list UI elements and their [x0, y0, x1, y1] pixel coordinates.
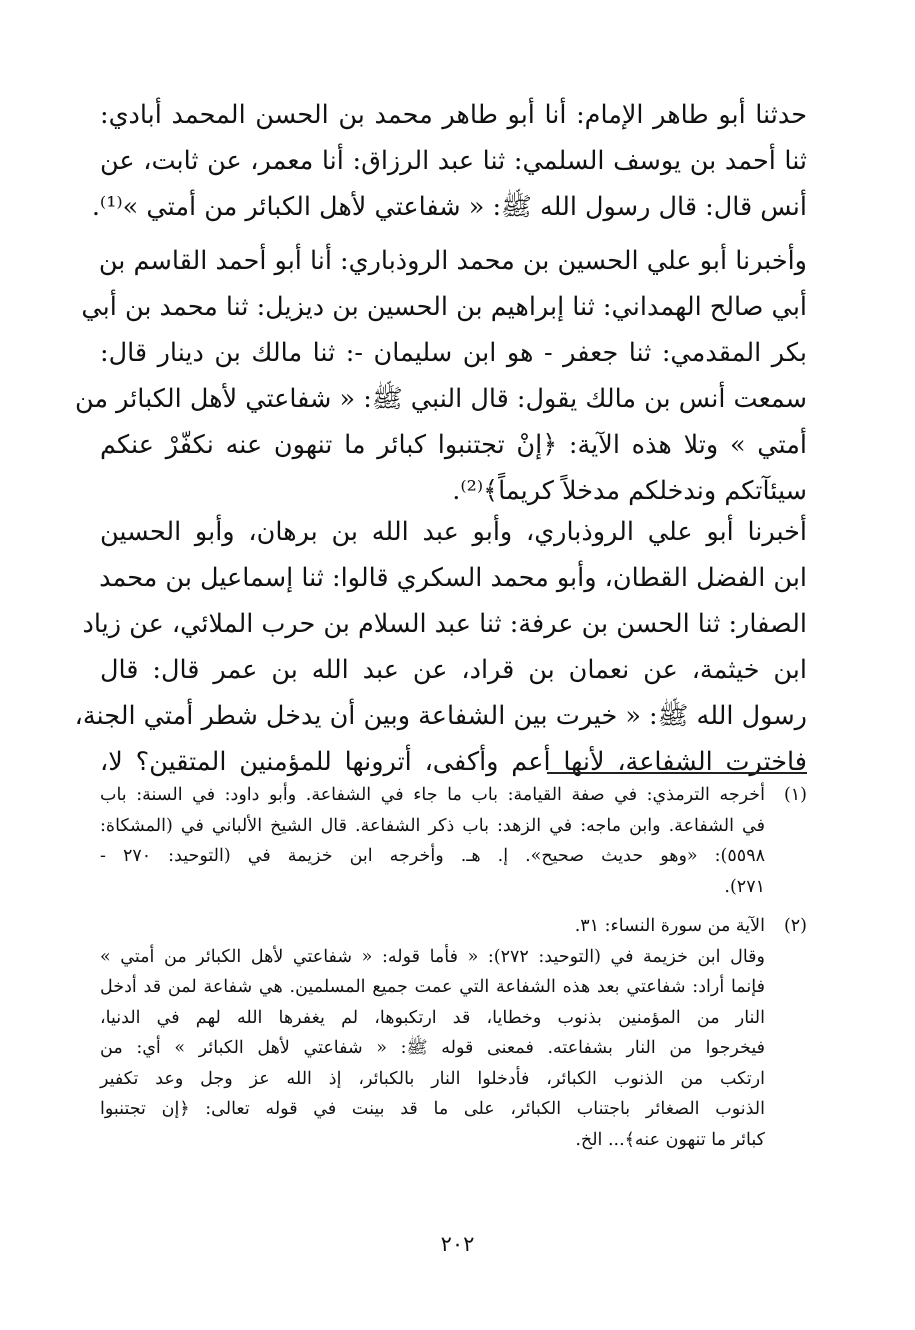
text-line: ثنا أحمد بن يوسف السلمي: ثنا عبد الرزاق: أنا معمر، عن ثابت، عن	[100, 146, 807, 176]
text-line: الصفار: ثنا الحسن بن عرفة: ثنا عبد السلام بن حرب الملائي، عن زياد	[82, 609, 807, 639]
text-line: فاخترت الشفاعة، لأنها أعم وأكفى، أترونها للمؤمنين المتقين؟ لا،	[100, 747, 807, 777]
footnote-line: الآية من سورة النساء: ٣١.	[574, 916, 765, 936]
text-line: حدثنا أبو طاهر الإمام: أنا أبو طاهر محمد بن الحسن المحمد أبادي:	[100, 100, 807, 130]
footnote-body	[100, 911, 765, 1155]
footnote-1	[100, 780, 807, 902]
text-line: بكر المقدمي: ثنا جعفر - هو ابن سليمان -: ثنا مالك بن دينار قال:	[100, 338, 807, 368]
text-line: ابن الفضل القطان، وأبو محمد السكري قالوا: ثنا إسماعيل بن محمد	[99, 563, 807, 593]
footnote-line: ٢٧١).	[724, 876, 765, 897]
footnote-line: كبائر ما تنهون عنه﴾... الخ.	[575, 1129, 765, 1150]
footnote-line: ٥٥٩٨): «وهو حديث صحيح». إ. هـ. وأخرجه ابن خزيمة في (التوحيد: ٢٧٠ -	[100, 846, 765, 866]
footnote-line: النار من المؤمنين بذنوب وخطايا، قد ارتكبوها، لم يغفرها الله لهم في الدنيا،	[100, 1007, 765, 1028]
text-line: سيئآتكم وندخلكم مدخلاً كريماً﴾⁽²⁾.	[452, 476, 807, 506]
paragraph-3	[74, 509, 807, 785]
footnote-line: الذنوب الصغائر باجتناب الكبائر، على ما قد بينت في قوله تعالى: ﴿إن تجتنبوا	[100, 1099, 765, 1119]
footnote-line: وقال ابن خزيمة في (التوحيد: ٢٧٢): « فأما قوله: « شفاعتي لأهل الكبائر من أمتي »	[100, 946, 765, 967]
text-line: أنس قال: قال رسول الله ﷺ: « شفاعتي لأهل الكبائر من أمتي »⁽¹⁾.	[91, 192, 807, 222]
paragraph-1	[91, 92, 807, 230]
footnote-line: ارتكب من الذنوب الكبائر، فأدخلوا النار بالكبائر، إذ الله عز وجل وعد تكفير	[100, 1068, 765, 1089]
footnote-2	[100, 911, 807, 1155]
text-line: أبي صالح الهمداني: ثنا إبراهيم بن الحسين بن ديزيل: ثنا محمد بن أبي	[81, 292, 807, 322]
footnote-number: (٢)	[783, 916, 807, 936]
text-line: أمتي » وتلا هذه الآية: ﴿إنْ تجتنبوا كبائر ما تنهون عنه نكفّرْ عنكم	[100, 430, 807, 460]
page-number: ٢٠٢	[440, 1232, 475, 1256]
footnote-line: فإنما أراد: شفاعتي بعد هذه الشفاعة التي عمت جميع المسلمين. هي شفاعة لمن قد أدخل	[100, 977, 765, 997]
footnote-line: فيخرجوا من النار بشفاعته. فمعنى قوله ﷺ: « شفاعتي لأهل الكبائر » أي: من	[100, 1038, 765, 1058]
paragraph-2	[74, 238, 807, 514]
footnote-number: (١)	[783, 785, 807, 805]
footnote-divider	[547, 772, 807, 774]
footnote-body	[100, 780, 765, 902]
footnote-line: أخرجه الترمذي: في صفة القيامة: باب ما جاء في الشفاعة. وأبو داود: في السنة: باب	[100, 785, 765, 805]
text-line: رسول الله ﷺ: « خيرت بين الشفاعة وبين أن يدخل شطر أمتي الجنة،	[74, 701, 807, 731]
footnote-line: في الشفاعة. وابن ماجه: في الزهد: باب ذكر الشفاعة. قال الشيخ الألباني في (المشكاة:	[100, 815, 765, 836]
text-line: سمعت أنس بن مالك يقول: قال النبي ﷺ: « شفاعتي لأهل الكبائر من	[74, 384, 807, 414]
text-line: أخبرنا أبو علي الروذباري، وأبو عبد الله بن برهان، وأبو الحسين	[100, 517, 807, 547]
text-line: ابن خيثمة، عن نعمان بن قراد، عن عبد الله بن عمر قال: قال	[100, 655, 807, 685]
text-line: وأخبرنا أبو علي الحسين بن محمد الروذباري: أنا أبو أحمد القاسم بن	[98, 246, 807, 276]
